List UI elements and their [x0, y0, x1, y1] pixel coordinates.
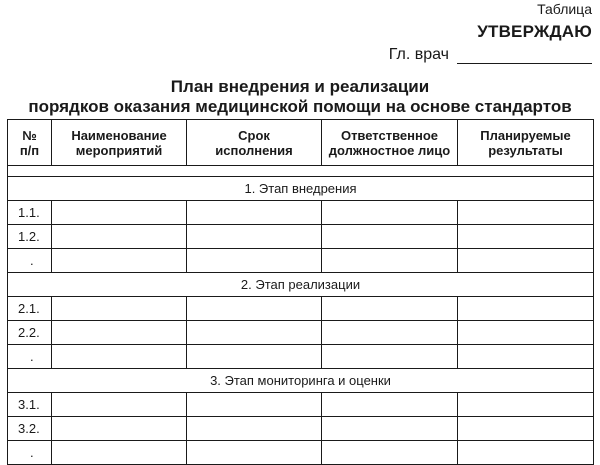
title-line-1: План внедрения и реализации [170, 77, 430, 96]
plan-table [7, 119, 594, 465]
table-header-row [8, 120, 594, 166]
stage-row: 2. Этап реализации [8, 273, 594, 297]
stage-row: 3. Этап мониторинга и оценки [8, 369, 594, 393]
signature-line [457, 49, 592, 64]
column-header-results: Планируемые результаты [458, 120, 594, 166]
table-label: Таблица [537, 1, 592, 17]
row-number: 2.1. [8, 297, 52, 321]
column-header-activities: Наименование мероприятий [52, 120, 187, 166]
table-row [8, 345, 594, 369]
row-number: . [8, 345, 52, 369]
stage-row: 1. Этап внедрения [8, 177, 594, 201]
table-row [8, 417, 594, 441]
doctor-signature [389, 46, 592, 64]
row-number: 1.1. [8, 201, 52, 225]
table-row [8, 225, 594, 249]
column-header-responsible: Ответственное должностное лицо [322, 120, 458, 166]
document-title [0, 77, 600, 117]
table-row [8, 321, 594, 345]
table-row [8, 249, 594, 273]
table-row [8, 201, 594, 225]
approve-heading: УТВЕРЖДАЮ [477, 22, 592, 41]
column-header-deadline: Срок исполнения [187, 120, 322, 166]
table-row [8, 393, 594, 417]
doctor-label: Гл. врач [388, 46, 449, 63]
row-number: . [8, 249, 52, 273]
row-number: 3.1. [8, 393, 52, 417]
row-number: 2.2. [8, 321, 52, 345]
row-number: . [8, 441, 52, 465]
row-number: 3.2. [8, 417, 52, 441]
table-row [8, 297, 594, 321]
column-header-number: № п/п [8, 120, 52, 166]
row-number: 1.2. [8, 225, 52, 249]
title-line-2: порядков оказания медицинской помощи на основе стандартов [28, 97, 572, 116]
spacer-row [8, 166, 594, 177]
